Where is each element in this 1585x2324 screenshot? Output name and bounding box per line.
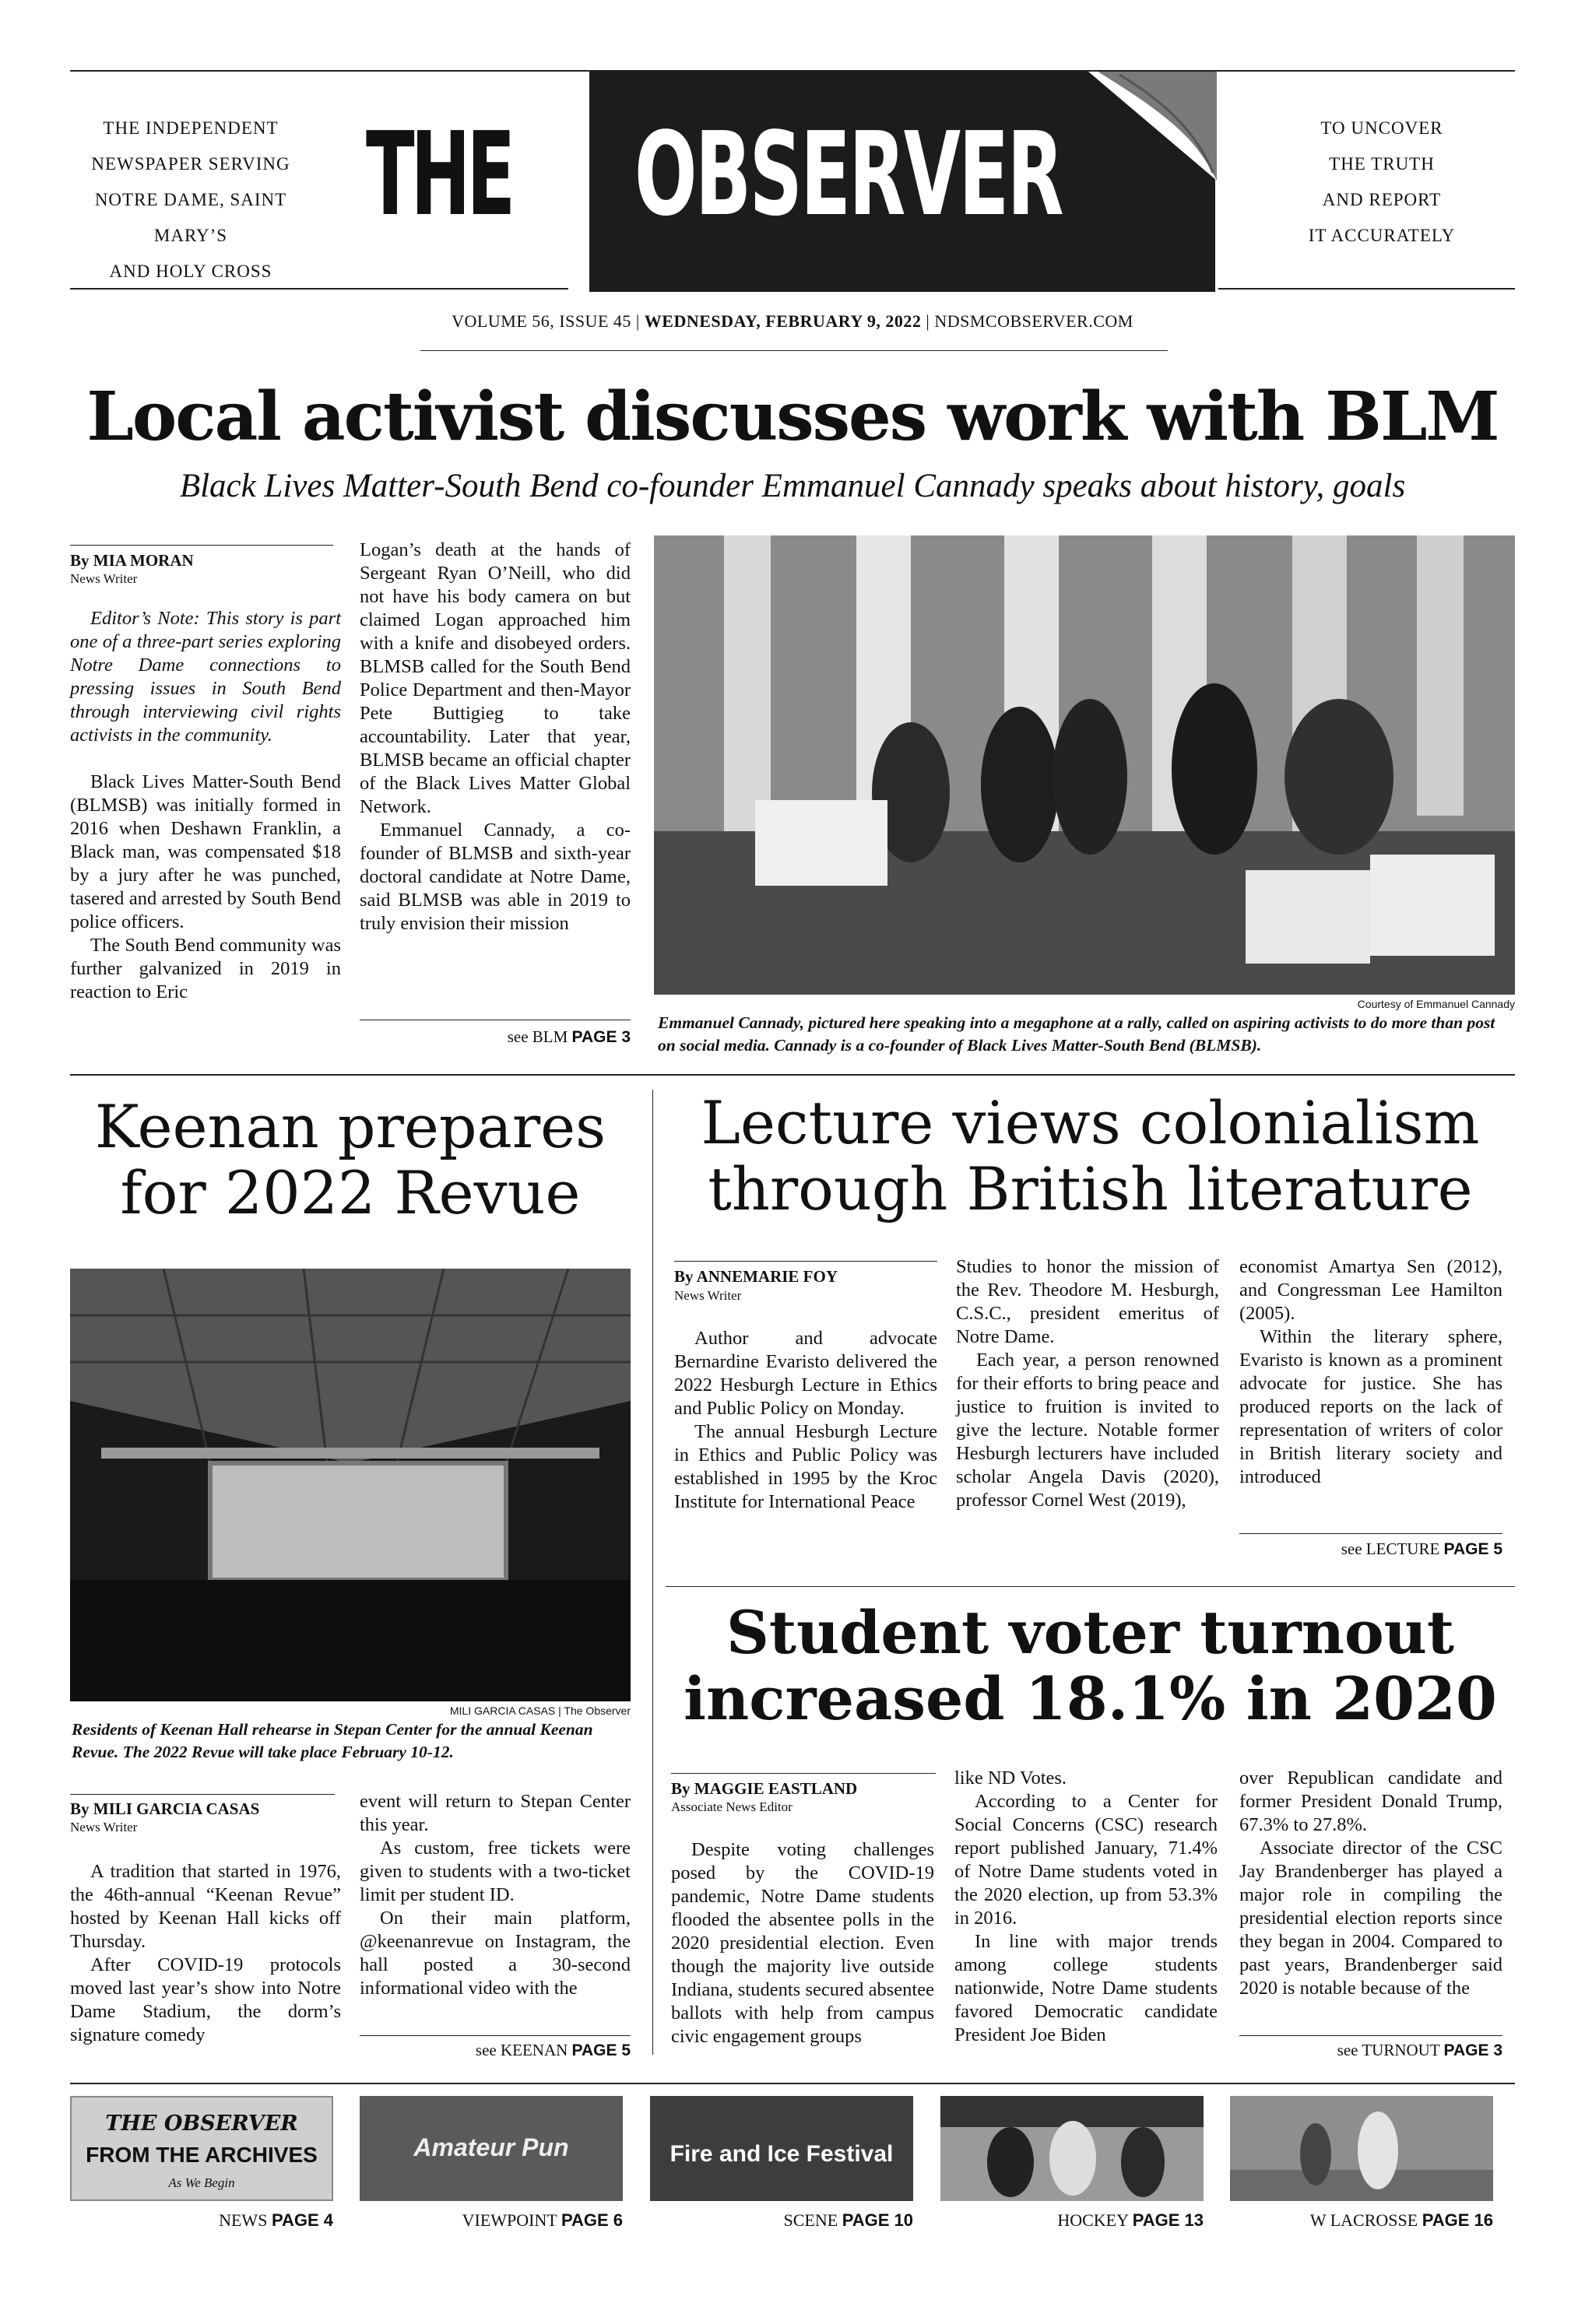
logo-the: THE bbox=[366, 107, 512, 241]
teaser-lacrosse-image[interactable] bbox=[1230, 2096, 1493, 2201]
turnout-jump-rule bbox=[1239, 2035, 1502, 2036]
teaser-viewpoint-label[interactable]: VIEWPOINT PAGE 6 bbox=[462, 2210, 623, 2230]
lecture-byline-rule bbox=[674, 1261, 937, 1262]
lead-photo-rally bbox=[654, 535, 1515, 995]
lead-column-2: Logan’s death at the hands of Sergeant Ryan O’Neill, who did not have his body camera on but claimed Logan approached him with a knife and disobeyed orders. BLMSB called for the South Bend Police Department and then-Mayor Pete Buttigieg to take accountability. Later that year, BLMSB became an official chapter of the Black Lives Matter Global Network. Emmanuel Cannady, a co-founder of BLMSB and sixth-year doctoral candidate at Notre Dame, said BLMSB was able in 2019 to truly envision their mission bbox=[360, 539, 631, 934]
turnout-headline[interactable]: Student voter turnout increased 18.1% in 2020 bbox=[684, 1598, 1497, 1734]
lead-headline[interactable]: Local activist discusses work with BLM bbox=[86, 377, 1499, 456]
masthead-right-tagline: TO UNCOVER THE TRUTH AND REPORT IT ACCURATELY bbox=[1308, 118, 1456, 245]
keenan-photo-stepan bbox=[70, 1269, 631, 1701]
lecture-column-3: economist Amartya Sen (2012), and Congressman Lee Hamilton (2005). Within the literary sphere, Evaristo is known as a prominent advocate for justice. She has produced reports on the lack of representation of writers of color in British literary society and introduced bbox=[1239, 1256, 1502, 1487]
teaser-news-image-subtitle: FROM THE ARCHIVES bbox=[86, 2143, 318, 2167]
turnout-column-1: Despite voting challenges posed by the COVID-19 pandemic, Notre Dame students flooded the absentee polls in the 2020 presidential election. Even though the majority live outside Indiana, students secured absentee ballots with help from campus civic engagement groups bbox=[671, 1839, 934, 2047]
lecture-role: News Writer bbox=[674, 1288, 742, 1303]
lead-byline-rule bbox=[70, 545, 333, 546]
logo-observer: OBSERVER bbox=[634, 107, 1063, 241]
lead-role: News Writer bbox=[70, 571, 138, 586]
lead-photo-credit: Courtesy of Emmanuel Cannady bbox=[1357, 998, 1515, 1010]
turnout-jump[interactable]: see TURNOUT PAGE 3 bbox=[1337, 2041, 1502, 2059]
lead-column-1: Editor’s Note: This story is part one of a three-part series exploring Notre Dame connections to pressing issues in South Bend through interviewing civil rights activists in the community. Black Lives Matter-South Bend (BLMSB) was initially formed in 2016 when Deshawn Franklin, a Black man, was compensated $18 by a jury after he was punched, tasered and arrested by South Bend police officers. The South Bend community was further galvanized in 2019 in reaction to Eric bbox=[70, 608, 341, 1002]
issue-line: VOLUME 56, ISSUE 45 | WEDNESDAY, FEBRUARY 9, 2022 | NDSMCOBSERVER.COM bbox=[452, 311, 1133, 331]
lead-subhead: Black Lives Matter-South Bend co-founder Emmanuel Cannady speaks about history, goals bbox=[179, 468, 1406, 504]
teaser-lacrosse-label[interactable]: W LACROSSE PAGE 16 bbox=[1309, 2210, 1493, 2230]
keenan-jump-rule bbox=[360, 2035, 631, 2036]
turnout-byline-rule bbox=[671, 1773, 936, 1774]
turnout-column-2: like ND Votes. According to a Center for Social Concerns (CSC) research report published January, 71.4% of Notre Dame students voted in the 2020 election, up from 53.3% in 2016. In line with major trends among college students nationwide, Notre Dame students favored Democratic candidate President Joe Biden bbox=[954, 1768, 1218, 2045]
section-rule-3 bbox=[70, 2083, 1515, 2084]
keenan-column-1: A tradition that started in 1976, the 46th-annual “Keenan Revue” hosted by Keenan Hall kicks off Thursday. After COVID-19 protocols moved last year’s show into Notre Dame Stadium, the dorm’s signature comedy bbox=[70, 1861, 341, 2045]
keenan-photo-caption: Residents of Keenan Hall rehearse in Stepan Center for the annual Keenan Revue. The 2022 Revue will take place February 10-12. bbox=[72, 1720, 593, 1761]
page-curl-icon bbox=[1088, 72, 1217, 181]
lead-jump[interactable]: see BLM PAGE 3 bbox=[507, 1027, 631, 1046]
lecture-byline: By ANNEMARIE FOY bbox=[674, 1267, 838, 1286]
teaser-hockey-label[interactable]: HOCKEY PAGE 13 bbox=[1057, 2210, 1204, 2230]
teaser-viewpoint-image-title: Amateur Pun bbox=[413, 2133, 569, 2161]
section-rule-2 bbox=[666, 1586, 1515, 1587]
teaser-news-image-title: THE OBSERVER bbox=[105, 2112, 298, 2136]
teaser-news-label[interactable]: NEWS PAGE 4 bbox=[219, 2210, 333, 2230]
teaser-news-image[interactable] bbox=[70, 2096, 333, 2201]
lecture-headline[interactable]: Lecture views colonialism through British literature bbox=[701, 1088, 1480, 1224]
masthead-left-tagline: THE INDEPENDENT NEWSPAPER SERVING NOTRE DAME, SAINT MARY’S AND HOLY CROSS bbox=[91, 118, 290, 281]
lecture-jump-rule bbox=[1239, 1533, 1502, 1534]
keenan-column-2: event will return to Stepan Center this year. As custom, free tickets were given to students with a two-ticket limit per student ID. On their main platform, @keenanrevue on Instagram, the hall posted a 30-second informational video with the bbox=[360, 1791, 631, 1999]
teaser-hockey-image[interactable] bbox=[940, 2096, 1204, 2201]
teaser-scene-image[interactable] bbox=[650, 2096, 913, 2201]
masthead-rule-right bbox=[1218, 288, 1515, 290]
issue-rule bbox=[420, 350, 1168, 351]
keenan-byline-rule bbox=[70, 1794, 335, 1795]
teaser-scene-image-title: Fire and Ice Festival bbox=[669, 2141, 894, 2167]
section-rule-1 bbox=[70, 1074, 1515, 1076]
lead-photo-caption: Emmanuel Cannady, pictured here speaking into a megaphone at a rally, called on aspiring activists to do more than post on social media. Cannady is a co-founder of Black Lives Matter-South Bend (BLMSB). bbox=[658, 1013, 1495, 1055]
column-divider bbox=[652, 1090, 653, 2055]
keenan-byline: By MILI GARCIA CASAS bbox=[70, 1799, 260, 1818]
keenan-headline[interactable]: Keenan prepares for 2022 Revue bbox=[94, 1092, 606, 1228]
teaser-viewpoint-image[interactable] bbox=[360, 2096, 623, 2201]
keenan-role: News Writer bbox=[70, 1820, 138, 1834]
lecture-column-2: Studies to honor the mission of the Rev. Theodore M. Hesburgh, C.S.C., president emeritus of Notre Dame. Each year, a person renowned for their efforts to bring peace and justice to fruition is invited to give the lecture. Notable former Hesburgh lecturers have included scholar Angela Davis (2020), professor Cornel West (2019), bbox=[956, 1256, 1219, 1511]
turnout-column-3: over Republican candidate and former President Donald Trump, 67.3% to 27.8%. Associate director of the CSC Jay Brandenberger has played a major role in compiling the presidential election reports since they began in 2004. Compared to past years, Brandenberger said 2020 is notable because of the bbox=[1239, 1768, 1502, 1999]
keenan-photo-credit: MILI GARCIA CASAS | The Observer bbox=[449, 1704, 631, 1717]
lecture-jump[interactable]: see LECTURE PAGE 5 bbox=[1341, 1539, 1502, 1558]
lead-byline: By MIA MORAN bbox=[70, 551, 194, 570]
teaser-news-image-tagline: As We Begin bbox=[168, 2175, 235, 2190]
turnout-role: Associate News Editor bbox=[671, 1799, 792, 1814]
teaser-scene-label[interactable]: SCENE PAGE 10 bbox=[783, 2210, 913, 2230]
lecture-column-1: Author and advocate Bernardine Evaristo delivered the 2022 Hesburgh Lecture in Ethics and Public Policy on Monday. The annual Hesburgh Lecture in Ethics and Public Policy was established in 1995 by the Kroc Institute for International Peace bbox=[674, 1328, 937, 1512]
lead-editors-note: Editor’s Note: This story is part one of a three-part series exploring Notre Dame connections to pressing issues in South Bend through interviewing civil rights activists in the community. bbox=[70, 608, 341, 746]
keenan-jump[interactable]: see KEENAN PAGE 5 bbox=[475, 2041, 631, 2059]
turnout-byline: By MAGGIE EASTLAND bbox=[671, 1779, 858, 1798]
